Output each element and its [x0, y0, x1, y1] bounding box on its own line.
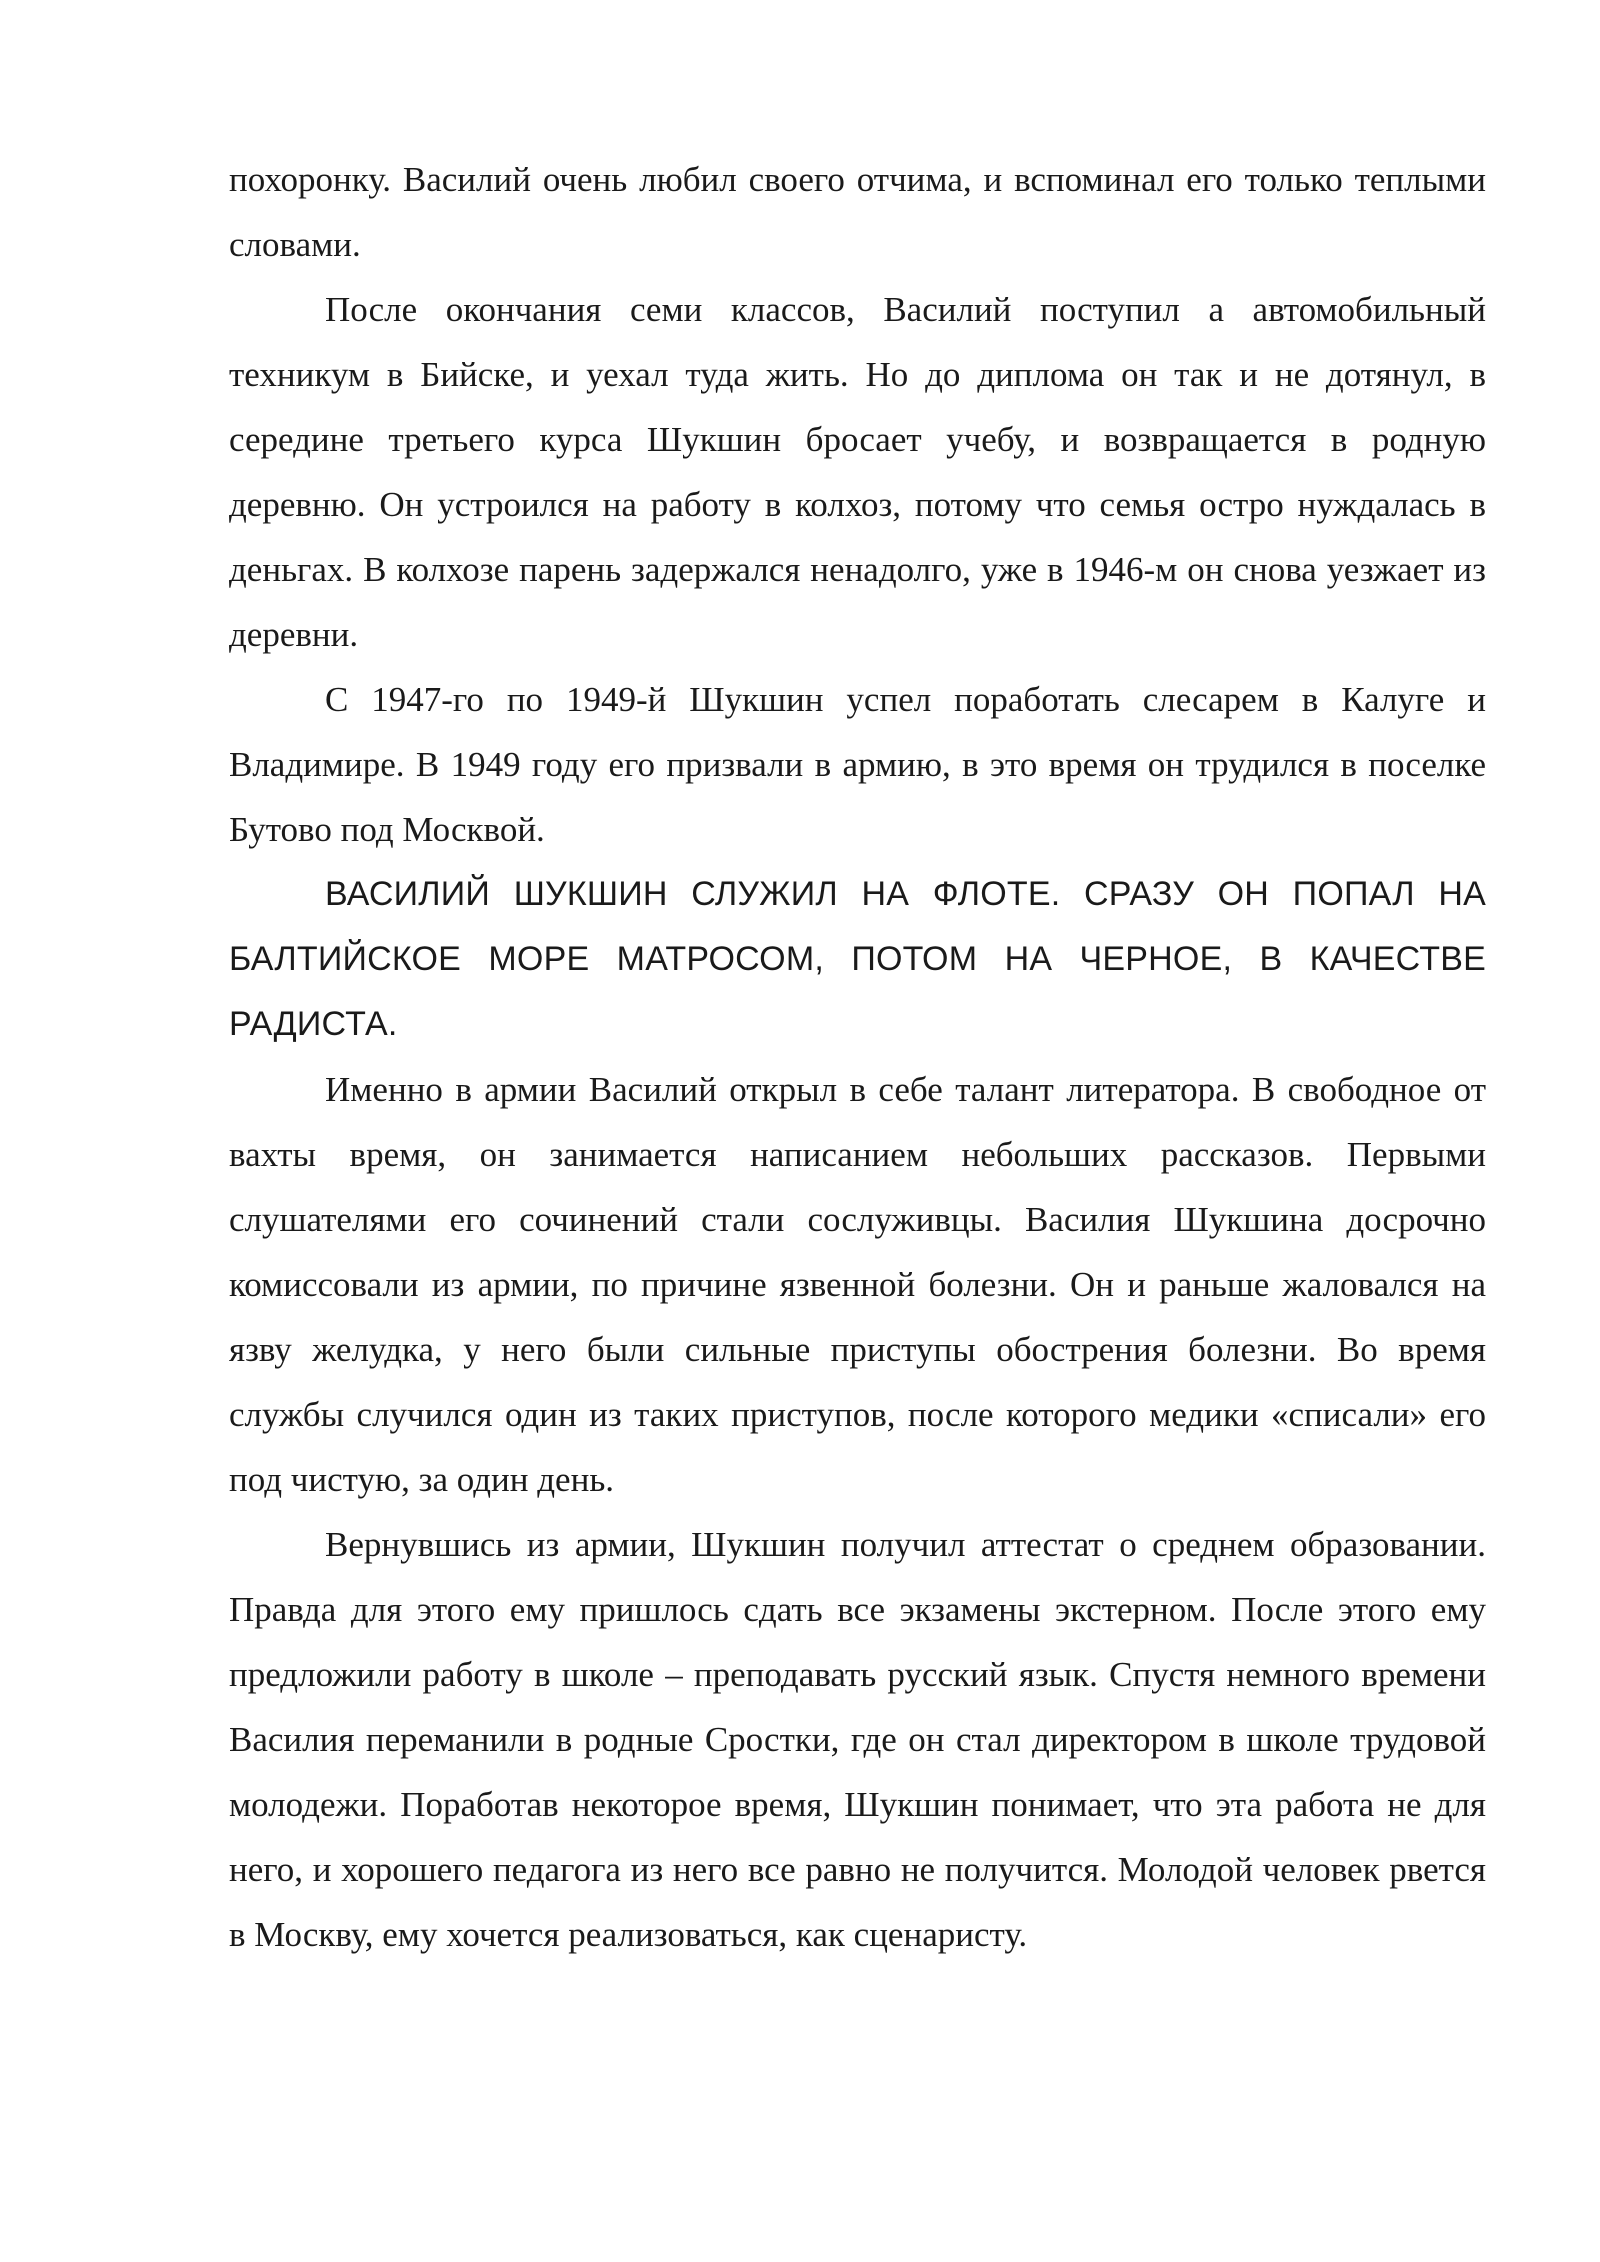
paragraph-1: похоронку. Василий очень любил своего отчима, и вспоминал его только теплыми словами.: [229, 160, 1486, 264]
paragraph-3: С 1947-го по 1949-й Шукшин успел поработать слесарем в Калуге и Владимире. В 1949 году его призвали в армию, в это время он трудился в поселке Бутово под Москвой.: [229, 680, 1486, 849]
paragraph-4-uppercase: ВАСИЛИЙ ШУКШИН СЛУЖИЛ НА ФЛОТЕ. СРАЗУ ОН ПОПАЛ НА БАЛТИЙСКОЕ МОРЕ МАТРОСОМ, ПОТОМ НА ЧЕРНОЕ, В КАЧЕСТВЕ РАДИСТА.: [229, 875, 1486, 1043]
paragraph-2: После окончания семи классов, Василий поступил а автомобильный техникум в Бийске, и уехал туда жить. Но до диплома он так и не дотянул, в середине третьего курса Шукшин бросает учебу, и возвращается в родную деревню. Он устроился на работу в колхоз, потому что семья остро нуждалась в деньгах. В колхозе парень задержался ненадолго, уже в 1946-м он снова уезжает из деревни.: [229, 290, 1486, 654]
document-body: [229, 147, 1486, 1967]
paragraph-6: Вернувшись из армии, Шукшин получил аттестат о среднем образовании. Правда для этого ему пришлось сдать все экзамены экстерном. После этого ему предложили работу в школе – преподавать русский язык. Спустя немного времени Василия переманили в родные Сростки, где он стал директором в школе трудовой молодежи. Поработав некоторое время, Шукшин понимает, что эта работа не для него, и хорошего педагога из него все равно не получится. Молодой человек рвется в Москву, ему хочется реализоваться, как сценаристу.: [229, 1525, 1486, 1954]
paragraph-5: Именно в армии Василий открыл в себе талант литератора. В свободное от вахты время, он занимается написанием небольших рассказов. Первыми слушателями его сочинений стали сослуживцы. Василия Шукшина досрочно комиссовали из армии, по причине язвенной болезни. Он и раньше жаловался на язву желудка, у него были сильные приступы обострения болезни. Во время службы случился один из таких приступов, после которого медики «списали» его под чистую, за один день.: [229, 1070, 1486, 1499]
